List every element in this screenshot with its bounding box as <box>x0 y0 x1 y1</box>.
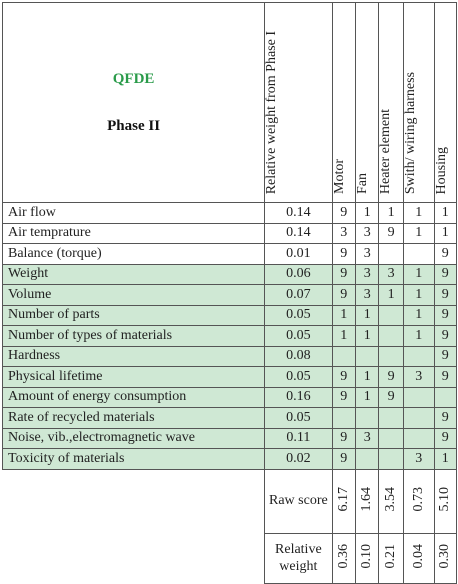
relation-cell: 1 <box>403 326 434 347</box>
row-weight: 0.05 <box>265 305 332 326</box>
relation-cell: 3 <box>355 285 378 306</box>
table-row <box>3 305 457 326</box>
raw-score-cell <box>434 469 457 533</box>
relation-cell: 1 <box>403 305 434 326</box>
row-label: Air temprature <box>3 223 265 244</box>
raw-score-value: 1.64 <box>359 486 375 512</box>
relation-cell: 3 <box>379 264 403 285</box>
relation-cell: 1 <box>379 203 403 224</box>
relation-cell <box>403 387 434 408</box>
table-row <box>3 449 457 470</box>
relation-cell: 9 <box>332 449 355 470</box>
raw-score-value: 5.10 <box>437 486 453 512</box>
component-header: Housing <box>433 146 449 194</box>
table-row <box>3 264 457 285</box>
relation-cell <box>332 346 355 367</box>
table-row <box>3 244 457 265</box>
table-row <box>3 346 457 367</box>
relation-cell: 1 <box>403 223 434 244</box>
relation-cell <box>379 326 403 347</box>
relation-cell: 1 <box>355 326 378 347</box>
row-label: Hardness <box>3 346 265 367</box>
relation-cell <box>379 428 403 449</box>
component-header-cell <box>379 3 403 203</box>
raw-score-cell <box>379 469 403 533</box>
relation-cell <box>434 387 457 408</box>
row-weight: 0.05 <box>265 408 332 429</box>
relation-cell: 9 <box>379 223 403 244</box>
weight-header-cell <box>265 3 332 203</box>
row-weight: 0.14 <box>265 203 332 224</box>
row-label: Air flow <box>3 203 265 224</box>
relation-cell: 3 <box>403 449 434 470</box>
relation-cell <box>379 449 403 470</box>
component-header-cell <box>355 3 378 203</box>
relation-cell: 1 <box>332 305 355 326</box>
relation-cell <box>403 244 434 265</box>
title-cell <box>3 3 265 203</box>
relation-cell <box>379 244 403 265</box>
weight-header: Relative weight from Phase I <box>264 30 280 194</box>
relation-cell <box>403 408 434 429</box>
relation-cell <box>355 449 378 470</box>
relation-cell: 1 <box>403 203 434 224</box>
table-row <box>3 285 457 306</box>
row-label: Number of parts <box>3 305 265 326</box>
raw-score-value: 6.17 <box>335 486 351 512</box>
row-weight: 0.05 <box>265 367 332 388</box>
relation-cell: 9 <box>332 264 355 285</box>
row-label: Noise, vib.,electromagnetic wave <box>3 428 265 449</box>
row-label: Rate of recycled materials <box>3 408 265 429</box>
row-weight: 0.11 <box>265 428 332 449</box>
relative-weight-value: 0.30 <box>437 543 453 569</box>
relation-cell <box>379 346 403 367</box>
row-label: Physical lifetime <box>3 367 265 388</box>
raw-score-cell <box>332 469 355 533</box>
relation-cell <box>355 408 378 429</box>
relative-weight-value: 0.10 <box>359 543 375 569</box>
row-weight: 0.05 <box>265 326 332 347</box>
relative-weight-value: 0.21 <box>383 543 399 569</box>
relative-weight-value: 0.36 <box>335 543 351 569</box>
relation-cell: 9 <box>434 346 457 367</box>
relation-cell: 3 <box>355 264 378 285</box>
relative-weight-label: Relative weight <box>265 533 332 583</box>
relation-cell: 9 <box>434 305 457 326</box>
relation-cell: 9 <box>332 203 355 224</box>
relation-cell: 9 <box>434 244 457 265</box>
relation-cell: 9 <box>332 285 355 306</box>
raw-score-cell <box>355 469 378 533</box>
relation-cell: 1 <box>355 367 378 388</box>
relation-cell: 1 <box>434 203 457 224</box>
row-label: Volume <box>3 285 265 306</box>
footer-blank <box>3 533 265 583</box>
footer-blank <box>3 469 265 533</box>
relation-cell: 1 <box>355 305 378 326</box>
relation-cell <box>403 346 434 367</box>
row-weight: 0.14 <box>265 223 332 244</box>
relation-cell: 1 <box>379 285 403 306</box>
relative-weight-cell <box>332 533 355 583</box>
raw-score-value: 3.54 <box>383 486 399 512</box>
table-row <box>3 387 457 408</box>
table-row <box>3 428 457 449</box>
qfde-matrix-table <box>2 2 457 584</box>
row-label: Toxicity of materials <box>3 449 265 470</box>
relation-cell: 9 <box>379 387 403 408</box>
relation-cell: 9 <box>434 428 457 449</box>
header-row <box>3 3 457 203</box>
relative-weight-cell <box>355 533 378 583</box>
component-header-cell <box>332 3 355 203</box>
relation-cell: 3 <box>355 428 378 449</box>
table-row <box>3 223 457 244</box>
relation-cell: 9 <box>379 367 403 388</box>
raw-score-value: 0.73 <box>410 486 426 512</box>
relative-weight-cell <box>434 533 457 583</box>
raw-score-cell <box>403 469 434 533</box>
relative-weight-value: 0.04 <box>410 543 426 569</box>
row-weight: 0.16 <box>265 387 332 408</box>
row-label: Balance (torque) <box>3 244 265 265</box>
table-title: QFDE <box>112 70 155 87</box>
table-row <box>3 367 457 388</box>
relative-weight-row <box>3 533 457 583</box>
relation-cell: 9 <box>332 428 355 449</box>
relation-cell <box>403 428 434 449</box>
relation-cell: 1 <box>434 223 457 244</box>
relation-cell: 3 <box>355 244 378 265</box>
row-weight: 0.02 <box>265 449 332 470</box>
relation-cell <box>332 408 355 429</box>
relation-cell: 9 <box>434 285 457 306</box>
row-weight: 0.07 <box>265 285 332 306</box>
component-header-cell <box>434 3 457 203</box>
row-weight: 0.06 <box>265 264 332 285</box>
component-header: Heater element <box>378 108 394 194</box>
relation-cell: 1 <box>355 387 378 408</box>
table-row <box>3 203 457 224</box>
table-subtitle: Phase II <box>107 117 161 134</box>
relation-cell: 1 <box>403 285 434 306</box>
row-weight: 0.08 <box>265 346 332 367</box>
table-row <box>3 408 457 429</box>
row-label: Amount of energy consumption <box>3 387 265 408</box>
row-label: Weight <box>3 264 265 285</box>
row-label: Number of types of materials <box>3 326 265 347</box>
table-row <box>3 326 457 347</box>
relative-weight-cell <box>403 533 434 583</box>
component-header: Swith/ wiring harness <box>402 71 418 194</box>
component-header: Motor <box>331 159 347 194</box>
relation-cell: 9 <box>434 326 457 347</box>
relation-cell: 1 <box>403 264 434 285</box>
relation-cell: 3 <box>332 223 355 244</box>
relation-cell: 1 <box>332 326 355 347</box>
relation-cell: 1 <box>434 449 457 470</box>
relation-cell: 1 <box>355 203 378 224</box>
relation-cell <box>355 346 378 367</box>
relation-cell: 9 <box>434 408 457 429</box>
relation-cell: 3 <box>403 367 434 388</box>
raw-score-label: Raw score <box>265 469 332 533</box>
relation-cell: 9 <box>434 367 457 388</box>
relation-cell: 3 <box>355 223 378 244</box>
relative-weight-cell <box>379 533 403 583</box>
raw-score-row <box>3 469 457 533</box>
relation-cell: 9 <box>332 367 355 388</box>
component-header-cell <box>403 3 434 203</box>
relation-cell: 9 <box>332 244 355 265</box>
component-header: Fan <box>354 173 370 194</box>
relation-cell <box>379 305 403 326</box>
row-weight: 0.01 <box>265 244 332 265</box>
relation-cell: 9 <box>434 264 457 285</box>
relation-cell <box>379 408 403 429</box>
relation-cell: 9 <box>332 387 355 408</box>
